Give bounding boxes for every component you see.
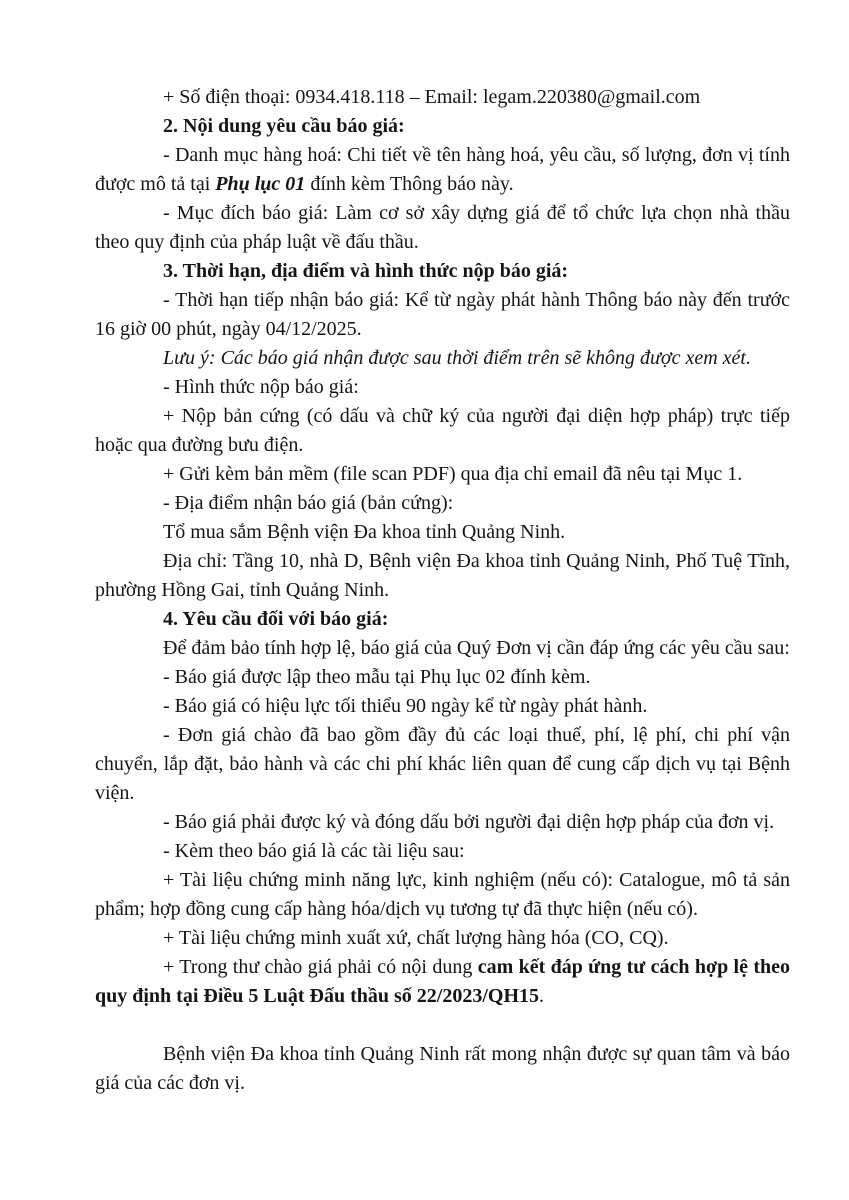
text-run: Phụ lục 01 bbox=[215, 173, 306, 195]
paragraph bbox=[95, 837, 790, 866]
paragraph bbox=[95, 286, 790, 344]
text-run: + Số điện thoại: 0934.418.118 – Email: legam.220380@gmail.com bbox=[163, 86, 701, 108]
paragraph bbox=[95, 605, 790, 634]
text-run: + Tài liệu chứng minh xuất xứ, chất lượng hàng hóa (CO, CQ). bbox=[163, 927, 669, 949]
text-run: 4. Yêu cầu đối với báo giá: bbox=[163, 608, 389, 630]
paragraph bbox=[95, 112, 790, 141]
text-run: - Kèm theo báo giá là các tài liệu sau: bbox=[163, 840, 465, 862]
text-run: - Thời hạn tiếp nhận báo giá: Kể từ ngày phát hành Thông báo này đến trước 16 giờ 00 phút, ngày 04/12/2025. bbox=[95, 289, 790, 340]
paragraph bbox=[95, 808, 790, 837]
paragraph bbox=[95, 692, 790, 721]
paragraph bbox=[95, 924, 790, 953]
text-run: - Địa điểm nhận báo giá (bản cứng): bbox=[163, 492, 454, 514]
paragraph bbox=[95, 460, 790, 489]
paragraph bbox=[95, 721, 790, 808]
paragraph bbox=[95, 199, 790, 257]
text-run: Địa chỉ: Tầng 10, nhà D, Bệnh viện Đa khoa tỉnh Quảng Ninh, Phố Tuệ Tĩnh, phường Hồng Gai, tỉnh Quảng Ninh. bbox=[95, 550, 790, 601]
text-run: - Báo giá có hiệu lực tối thiểu 90 ngày kể từ ngày phát hành. bbox=[163, 695, 648, 717]
text-run: - Đơn giá chào đã bao gồm đầy đủ các loại thuế, phí, lệ phí, chi phí vận chuyển, lắp đặt, bảo hành và các chi phí khác liên quan để cung cấp dịch vụ tại Bệnh viện. bbox=[95, 724, 790, 804]
text-run: cam kết đáp ứng tư cách hợp lệ theo quy định tại Điều 5 Luật Đấu thầu số 22/2023/QH15 bbox=[95, 956, 790, 1007]
text-run: + Gửi kèm bản mềm (file scan PDF) qua địa chỉ email đã nêu tại Mục 1. bbox=[163, 463, 743, 485]
text-run: - Mục đích báo giá: Làm cơ sở xây dựng giá để tổ chức lựa chọn nhà thầu theo quy định của pháp luật về đấu thầu. bbox=[95, 202, 790, 253]
paragraph bbox=[95, 402, 790, 460]
text-run: + Nộp bản cứng (có dấu và chữ ký của người đại diện hợp pháp) trực tiếp hoặc qua đường bưu điện. bbox=[95, 405, 790, 456]
paragraph bbox=[95, 634, 790, 663]
text-run: - Hình thức nộp báo giá: bbox=[163, 376, 359, 398]
paragraph bbox=[95, 257, 790, 286]
paragraph bbox=[95, 1040, 790, 1098]
text-run: đính kèm Thông báo này. bbox=[305, 173, 514, 195]
paragraph bbox=[95, 141, 790, 199]
text-run: Tổ mua sắm Bệnh viện Đa khoa tỉnh Quảng Ninh. bbox=[163, 521, 566, 543]
text-run: - Báo giá được lập theo mẫu tại Phụ lục 02 đính kèm. bbox=[163, 666, 591, 688]
text-run: Lưu ý: Các báo giá nhận được sau thời điểm trên sẽ không được xem xét. bbox=[163, 347, 751, 369]
text-run: - Báo giá phải được ký và đóng dấu bởi người đại diện hợp pháp của đơn vị. bbox=[163, 811, 775, 833]
paragraph bbox=[95, 344, 790, 373]
paragraph bbox=[95, 866, 790, 924]
paragraph bbox=[95, 489, 790, 518]
paragraph bbox=[95, 663, 790, 692]
document-body bbox=[95, 83, 790, 1098]
paragraph bbox=[95, 547, 790, 605]
paragraph bbox=[95, 953, 790, 1011]
text-run: 2. Nội dung yêu cầu báo giá: bbox=[163, 115, 405, 137]
text-run: + Trong thư chào giá phải có nội dung bbox=[163, 956, 478, 978]
paragraph bbox=[95, 373, 790, 402]
text-run: Bệnh viện Đa khoa tỉnh Quảng Ninh rất mong nhận được sự quan tâm và báo giá của các đơn vị. bbox=[95, 1043, 790, 1094]
text-run: - Danh mục hàng hoá: Chi tiết về tên hàng hoá, yêu cầu, số lượng, đơn vị tính được mô tả tại bbox=[95, 144, 790, 195]
text-run: . bbox=[539, 985, 544, 1007]
text-run: + Tài liệu chứng minh năng lực, kinh nghiệm (nếu có): Catalogue, mô tả sản phẩm; hợp đồng cung cấp hàng hóa/dịch vụ tương tự đã thực hiện (nếu có). bbox=[95, 869, 790, 920]
paragraph bbox=[95, 518, 790, 547]
paragraph bbox=[95, 83, 790, 112]
text-run: Để đảm bảo tính hợp lệ, báo giá của Quý Đơn vị cần đáp ứng các yêu cầu sau: bbox=[163, 637, 790, 659]
text-run: 3. Thời hạn, địa điểm và hình thức nộp báo giá: bbox=[163, 260, 569, 282]
